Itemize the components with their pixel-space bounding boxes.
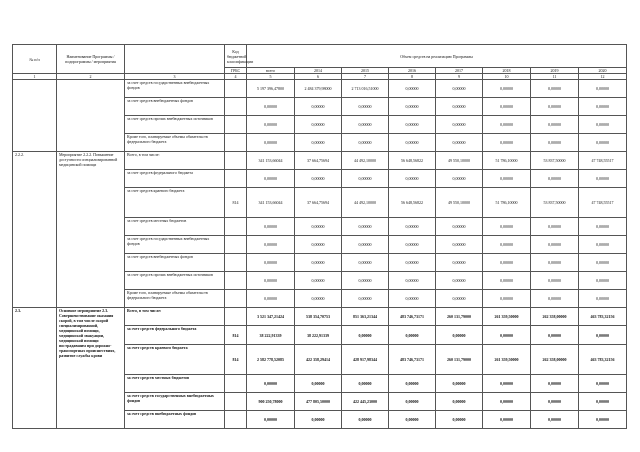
amount-total: 0,00000 (247, 134, 295, 152)
amount-year: 0,00000 (389, 218, 436, 236)
amount-year: 0,00000 (531, 411, 579, 429)
header-year: 2020 (579, 68, 627, 74)
amount-year: 0,00000 (579, 134, 627, 152)
column-number: 10 (483, 74, 531, 80)
amount-year: 0,00000 (389, 170, 436, 188)
grbs-code (225, 393, 247, 411)
amount-year: 37 664,75694 (295, 188, 342, 218)
amount-year: 0,00000 (436, 236, 483, 254)
funding-source: за счет средств краевого бюджета (125, 345, 225, 375)
grbs-code (225, 272, 247, 290)
amount-year: 56 648,56822 (389, 188, 436, 218)
amount-total: 0,00000 (247, 116, 295, 134)
funding-source: за счет средств прочих внебюджетных источников (125, 116, 225, 134)
funding-source: за счет средств федерального бюджета (125, 326, 225, 345)
funding-source: за счет средств внебюджетных фондов (125, 254, 225, 272)
program-funding-table (12, 44, 627, 429)
header-row-1 (13, 45, 627, 68)
amount-total: 2 582 778,52085 (247, 345, 295, 375)
amount-year: 0,00000 (579, 411, 627, 429)
amount-year: 0,00000 (579, 80, 627, 98)
amount-year: 2 713 016,51000 (342, 80, 389, 98)
amount-year: 0,00000 (295, 411, 342, 429)
amount-year: 0,00000 (295, 218, 342, 236)
amount-year: 56 648,56822 (389, 152, 436, 170)
amount-year: 0,00000 (389, 290, 436, 308)
amount-year: 0,00000 (531, 254, 579, 272)
funding-source: за счет средств местных бюджетов (125, 218, 225, 236)
amount-year: 0,00000 (483, 134, 531, 152)
amount-year: 422 445,23000 (342, 393, 389, 411)
amount-total: 0,00000 (247, 98, 295, 116)
amount-year: 0,00000 (579, 98, 627, 116)
amount-year: 0,00000 (483, 290, 531, 308)
header-year: 2015 (342, 68, 389, 74)
amount-year: 0,00000 (436, 218, 483, 236)
amount-year: 0,00000 (531, 272, 579, 290)
amount-year: 463 783,32156 (579, 308, 627, 326)
amount-year: 261 359,50000 (483, 345, 531, 375)
header-year: 2018 (483, 68, 531, 74)
amount-year: 0,00000 (342, 326, 389, 345)
amount-year: 0,00000 (579, 290, 627, 308)
grbs-code (225, 236, 247, 254)
grbs-code (225, 290, 247, 308)
column-number: 12 (579, 74, 627, 80)
amount-year: 0,00000 (342, 411, 389, 429)
grbs-code (225, 170, 247, 188)
amount-year: 0,00000 (389, 98, 436, 116)
amount-year: 49 550,10000 (436, 188, 483, 218)
amount-year: 0,00000 (436, 134, 483, 152)
header-code: Код бюджетной классификации (225, 45, 247, 68)
amount-year: 0,00000 (483, 98, 531, 116)
amount-year: 0,00000 (295, 290, 342, 308)
grbs-code (225, 218, 247, 236)
amount-year: 0,00000 (342, 375, 389, 393)
grbs-code: 814 (225, 188, 247, 218)
amount-year: 37 664,75694 (295, 152, 342, 170)
amount-total: 341 153,66044 (247, 152, 295, 170)
amount-year: 0,00000 (295, 170, 342, 188)
amount-year: 0,00000 (295, 272, 342, 290)
amount-year: 38 222,91339 (295, 326, 342, 345)
header-total: всего (247, 68, 295, 74)
amount-year: 261 359,50000 (483, 308, 531, 326)
item-name: Основное мероприятие 2.3. Совершенствование оказания скорой, в том числе скорой специализированной, медицинской помощи, медицинской эвакуации, медицинской помощи пострадавшим при дорожно-транспортных происшествиях, развитие службы крови (57, 308, 125, 429)
amount-year: 0,00000 (483, 272, 531, 290)
amount-year: 0,00000 (436, 411, 483, 429)
amount-year: 2 484 379,98000 (295, 80, 342, 98)
table-row (13, 308, 627, 326)
amount-year: 0,00000 (389, 326, 436, 345)
amount-year: 0,00000 (342, 218, 389, 236)
table-row (13, 80, 627, 98)
amount-total: 0,00000 (247, 236, 295, 254)
amount-year: 0,00000 (342, 290, 389, 308)
funding-source: Всего, в том числе: (125, 308, 225, 326)
amount-year: 0,00000 (483, 236, 531, 254)
funding-source: за счет средств внебюджетных фондов (125, 411, 225, 429)
amount-year: 0,00000 (531, 326, 579, 345)
funding-source: за счет средств местных бюджетов (125, 375, 225, 393)
amount-year: 0,00000 (579, 254, 627, 272)
amount-total: 0,00000 (247, 254, 295, 272)
amount-year: 0,00000 (483, 254, 531, 272)
amount-year: 0,00000 (483, 411, 531, 429)
amount-year: 0,00000 (436, 80, 483, 98)
column-number: 8 (389, 74, 436, 80)
header-year: 2014 (295, 68, 342, 74)
amount-year: 0,00000 (531, 290, 579, 308)
amount-total: 0,00000 (247, 375, 295, 393)
amount-year: 0,00000 (531, 134, 579, 152)
amount-year: 0,00000 (436, 98, 483, 116)
table-row (13, 152, 627, 170)
item-name (57, 80, 125, 152)
amount-year: 0,00000 (483, 218, 531, 236)
grbs-code (225, 134, 247, 152)
column-number: 6 (295, 74, 342, 80)
amount-year: 851 363,21344 (342, 308, 389, 326)
amount-year: 0,00000 (531, 170, 579, 188)
grbs-code: 814 (225, 345, 247, 375)
amount-year: 0,00000 (389, 236, 436, 254)
amount-year: 0,00000 (295, 254, 342, 272)
funding-source: за счет средств государственных внебюджетных фондов (125, 393, 225, 411)
item-number: 2.2.2. (13, 152, 57, 308)
header-year: 2016 (389, 68, 436, 74)
item-name: Мероприятие 2.2.2. Повышение доступности специализированной медицинской помощи (57, 152, 125, 308)
amount-year: 0,00000 (436, 326, 483, 345)
amount-year: 483 746,73171 (389, 308, 436, 326)
amount-year: 0,00000 (389, 80, 436, 98)
amount-year: 51 786,10000 (483, 188, 531, 218)
amount-year: 0,00000 (389, 375, 436, 393)
amount-year: 0,00000 (389, 272, 436, 290)
amount-year: 49 550,10000 (436, 152, 483, 170)
amount-year: 0,00000 (531, 116, 579, 134)
amount-total: 0,00000 (247, 411, 295, 429)
amount-year: 0,00000 (579, 326, 627, 345)
amount-year: 47 748,55517 (579, 188, 627, 218)
amount-year: 0,00000 (436, 116, 483, 134)
amount-year: 0,00000 (579, 116, 627, 134)
column-number: 4 (225, 74, 247, 80)
amount-year: 0,00000 (295, 98, 342, 116)
amount-year: 53 837,50000 (531, 188, 579, 218)
funding-source: Кроме того, планируемые объемы обязательств федерального бюджета (125, 134, 225, 152)
amount-year: 0,00000 (531, 98, 579, 116)
funding-source: за счет средств государственных внебюджетных фондов (125, 236, 225, 254)
grbs-code (225, 80, 247, 98)
amount-year: 0,00000 (579, 272, 627, 290)
amount-year: 422 358,29414 (295, 345, 342, 375)
amount-year: 0,00000 (436, 170, 483, 188)
amount-year: 0,00000 (342, 254, 389, 272)
grbs-code (225, 308, 247, 326)
grbs-code (225, 98, 247, 116)
item-number: 2.3. (13, 308, 57, 429)
amount-total: 0,00000 (247, 170, 295, 188)
amount-year: 0,00000 (342, 272, 389, 290)
amount-year: 0,00000 (342, 98, 389, 116)
column-number: 3 (125, 74, 225, 80)
amount-total: 3 521 347,21424 (247, 308, 295, 326)
amount-year: 0,00000 (295, 116, 342, 134)
amount-year: 260 131,79000 (436, 308, 483, 326)
amount-year: 0,00000 (531, 375, 579, 393)
amount-total: 0,00000 (247, 290, 295, 308)
grbs-code (225, 116, 247, 134)
amount-year: 0,00000 (389, 116, 436, 134)
grbs-code (225, 411, 247, 429)
amount-year: 463 783,32156 (579, 345, 627, 375)
amount-year: 0,00000 (531, 393, 579, 411)
amount-year: 260 131,79000 (436, 345, 483, 375)
amount-year: 47 748,55517 (579, 152, 627, 170)
amount-year: 0,00000 (436, 375, 483, 393)
funding-source: Всего, в том числе: (125, 152, 225, 170)
amount-year: 0,00000 (579, 218, 627, 236)
funding-source: Кроме того, планируемые объемы обязательств федерального бюджета (125, 290, 225, 308)
header-year: 2017 (436, 68, 483, 74)
funding-source: за счет средств федерального бюджета (125, 170, 225, 188)
header-year: 2019 (531, 68, 579, 74)
amount-year: 44 492,10000 (342, 152, 389, 170)
amount-year: 0,00000 (295, 375, 342, 393)
column-number: 7 (342, 74, 389, 80)
amount-year: 53 837,50000 (531, 152, 579, 170)
item-number (13, 80, 57, 152)
amount-year: 538 354,70753 (295, 308, 342, 326)
amount-year: 0,00000 (389, 393, 436, 411)
amount-year: 0,00000 (295, 134, 342, 152)
column-number: 5 (247, 74, 295, 80)
header-num: № п/п (13, 45, 57, 74)
amount-year: 0,00000 (483, 170, 531, 188)
amount-year: 0,00000 (531, 80, 579, 98)
amount-year: 0,00000 (389, 254, 436, 272)
amount-year: 0,00000 (579, 375, 627, 393)
funding-source: за счет средств внебюджетных фондов (125, 98, 225, 116)
amount-year: 0,00000 (436, 393, 483, 411)
amount-year: 0,00000 (295, 236, 342, 254)
amount-year: 0,00000 (342, 134, 389, 152)
column-number: 2 (57, 74, 125, 80)
amount-total: 38 222,91339 (247, 326, 295, 345)
amount-year: 44 492,10000 (342, 188, 389, 218)
amount-year: 0,00000 (436, 290, 483, 308)
header-name: Наименование Программы / подпрограммы / мероприятия (57, 45, 125, 74)
amount-year: 262 358,00000 (531, 308, 579, 326)
grbs-code (225, 152, 247, 170)
amount-year: 262 358,00000 (531, 345, 579, 375)
header-volume: Объем средств на реализацию Программы (247, 45, 627, 68)
amount-year: 0,00000 (483, 80, 531, 98)
amount-total: 341 153,66044 (247, 188, 295, 218)
amount-year: 483 746,73171 (389, 345, 436, 375)
amount-total: 900 250,78000 (247, 393, 295, 411)
amount-year: 0,00000 (483, 326, 531, 345)
amount-year: 0,00000 (531, 218, 579, 236)
grbs-code: 814 (225, 326, 247, 345)
amount-year: 0,00000 (389, 411, 436, 429)
funding-source: за счет средств государственных внебюджетных фондов (125, 80, 225, 98)
amount-year: 0,00000 (342, 236, 389, 254)
column-number: 11 (531, 74, 579, 80)
amount-year: 51 786,10000 (483, 152, 531, 170)
amount-year: 0,00000 (579, 236, 627, 254)
amount-year: 0,00000 (389, 134, 436, 152)
amount-year: 0,00000 (483, 375, 531, 393)
amount-year: 0,00000 (483, 393, 531, 411)
funding-source: за счет средств краевого бюджета (125, 188, 225, 218)
grbs-code (225, 254, 247, 272)
amount-year: 428 917,98344 (342, 345, 389, 375)
amount-year: 0,00000 (436, 254, 483, 272)
amount-year: 0,00000 (436, 272, 483, 290)
amount-total: 5 197 396,47800 (247, 80, 295, 98)
amount-year: 0,00000 (579, 170, 627, 188)
amount-year: 0,00000 (342, 170, 389, 188)
amount-year: 477 805,50000 (295, 393, 342, 411)
amount-total: 0,00000 (247, 272, 295, 290)
column-number: 1 (13, 74, 57, 80)
header-grbs: ГРБС (225, 68, 247, 74)
column-number: 9 (436, 74, 483, 80)
amount-year: 0,00000 (531, 236, 579, 254)
amount-year: 0,00000 (483, 116, 531, 134)
grbs-code (225, 375, 247, 393)
amount-year: 0,00000 (342, 116, 389, 134)
header-source (125, 45, 225, 74)
funding-source: за счет средств прочих внебюджетных источников (125, 272, 225, 290)
amount-total: 0,00000 (247, 218, 295, 236)
amount-year: 0,00000 (579, 393, 627, 411)
